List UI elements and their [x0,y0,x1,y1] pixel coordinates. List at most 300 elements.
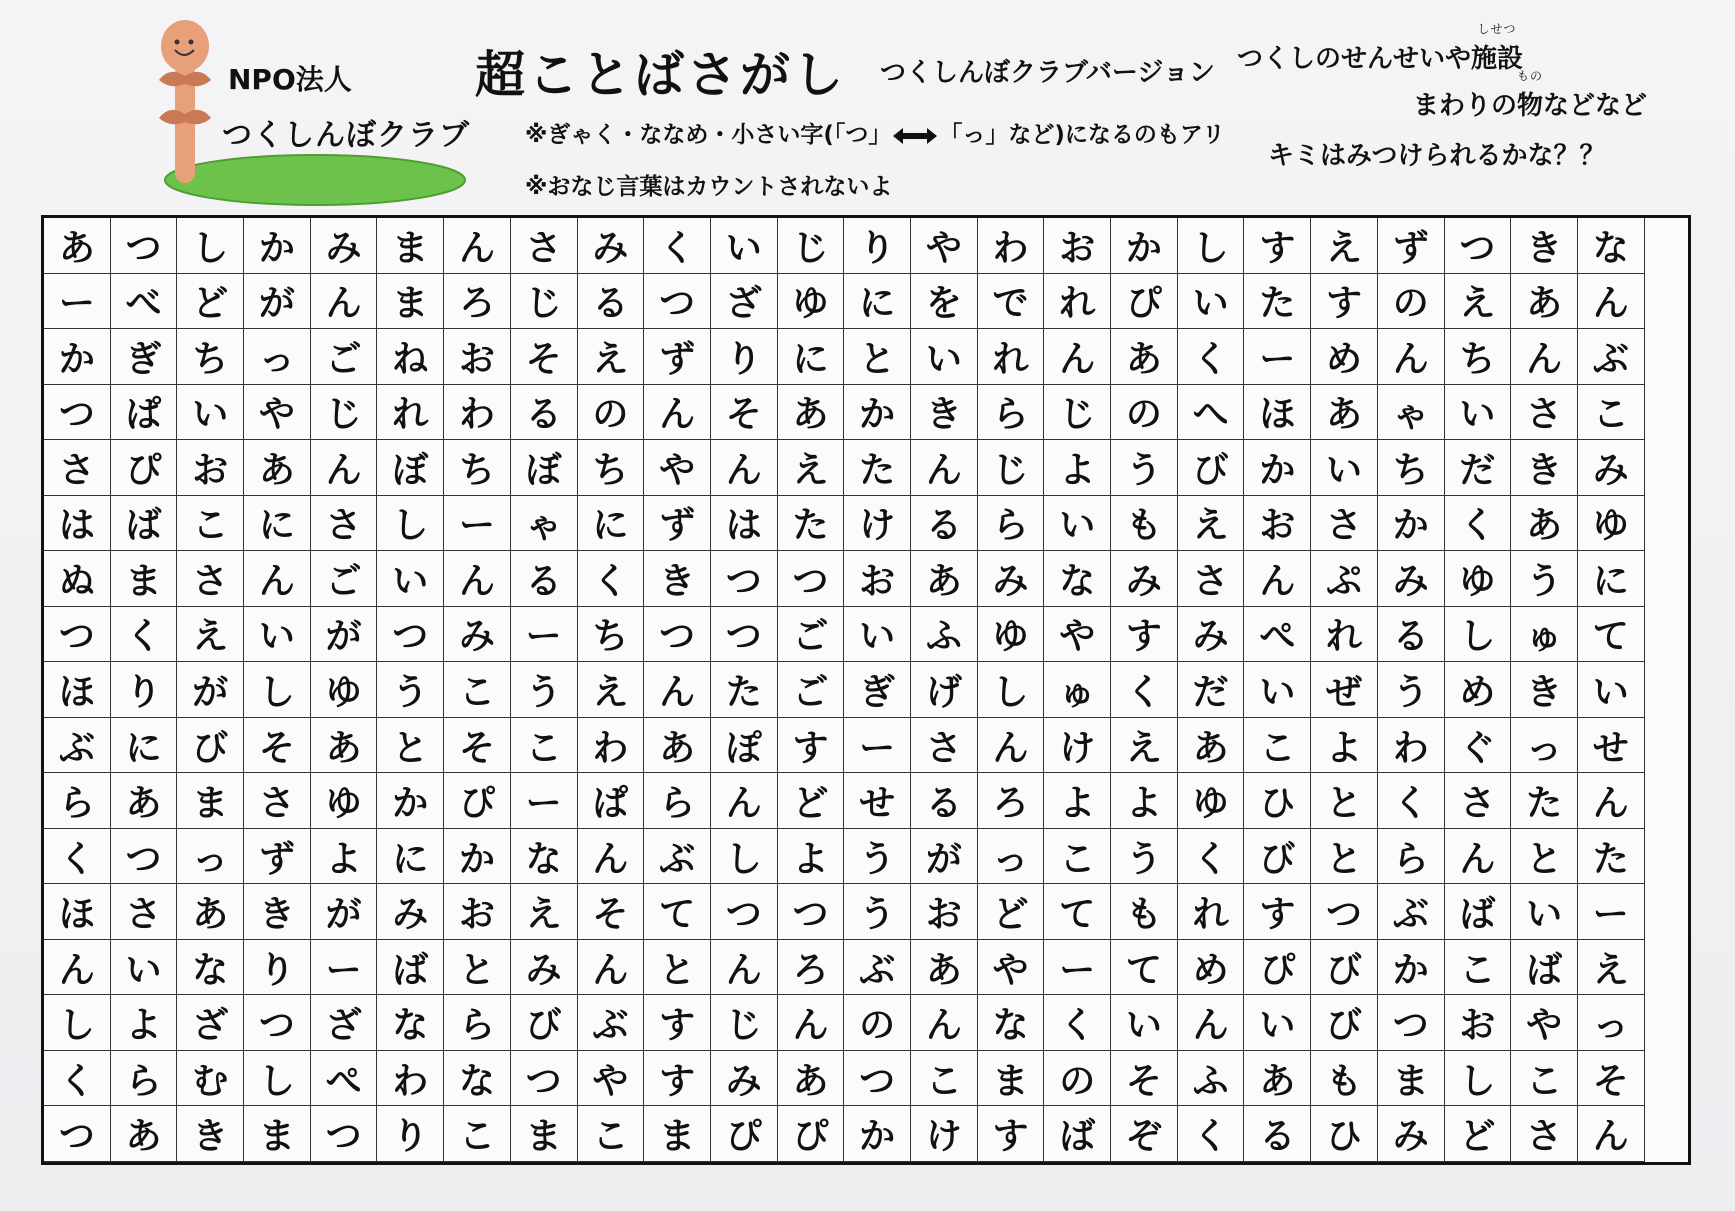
grid-cell[interactable]: さ [911,718,978,774]
grid-cell[interactable]: ん [711,773,778,829]
grid-cell[interactable]: と [1311,773,1378,829]
grid-cell[interactable]: な [1044,551,1111,607]
grid-cell[interactable]: う [1511,551,1578,607]
grid-cell[interactable]: わ [377,1051,444,1107]
grid-cell[interactable]: く [1178,329,1245,385]
grid-cell[interactable]: か [244,218,311,274]
grid-cell[interactable]: が [244,274,311,330]
grid-cell[interactable]: ん [644,662,711,718]
grid-cell[interactable]: ち [1378,440,1445,496]
grid-cell[interactable]: つ [778,551,845,607]
grid-cell[interactable]: ち [177,329,244,385]
grid-cell[interactable]: ゆ [311,662,378,718]
grid-cell[interactable]: い [711,218,778,274]
grid-cell[interactable]: る [911,496,978,552]
grid-cell[interactable]: な [444,1051,511,1107]
grid-cell[interactable]: み [1378,1106,1445,1162]
grid-cell[interactable]: ご [778,607,845,663]
grid-cell[interactable]: え [578,329,645,385]
grid-cell[interactable]: す [644,995,711,1051]
grid-cell[interactable]: じ [1044,385,1111,441]
grid-cell[interactable]: そ [511,329,578,385]
grid-cell[interactable]: し [244,662,311,718]
grid-cell[interactable]: ぴ [111,440,178,496]
grid-cell[interactable]: こ [1244,718,1311,774]
grid-cell[interactable]: く [1178,1106,1245,1162]
grid-cell[interactable]: ん [311,274,378,330]
grid-cell[interactable]: く [1044,995,1111,1051]
grid-cell[interactable]: み [1378,551,1445,607]
grid-cell[interactable]: く [644,218,711,274]
grid-cell[interactable]: は [711,496,778,552]
grid-cell[interactable]: ぜ [1311,662,1378,718]
grid-cell[interactable]: つ [111,218,178,274]
grid-cell[interactable]: ば [377,940,444,996]
grid-cell[interactable]: わ [444,385,511,441]
grid-cell[interactable]: ふ [911,607,978,663]
grid-cell[interactable]: ゆ [1178,773,1245,829]
grid-cell[interactable]: ん [1578,773,1645,829]
grid-cell[interactable]: ざ [311,995,378,1051]
grid-cell[interactable]: ん [711,440,778,496]
grid-cell[interactable]: じ [311,385,378,441]
grid-cell[interactable]: た [711,662,778,718]
grid-cell[interactable]: ん [1244,551,1311,607]
grid-cell[interactable]: や [644,440,711,496]
grid-cell[interactable]: く [1378,773,1445,829]
grid-cell[interactable]: ば [1445,884,1512,940]
grid-cell[interactable]: み [444,607,511,663]
grid-cell[interactable]: ま [978,1051,1045,1107]
grid-cell[interactable]: さ [1445,773,1512,829]
grid-cell[interactable]: ひ [1244,773,1311,829]
grid-cell[interactable]: か [1378,940,1445,996]
grid-cell[interactable]: の [844,995,911,1051]
grid-cell[interactable]: ぎ [844,662,911,718]
grid-cell[interactable]: こ [444,1106,511,1162]
grid-cell[interactable]: ゆ [978,607,1045,663]
grid-cell[interactable]: い [1311,440,1378,496]
grid-cell[interactable]: が [911,829,978,885]
grid-cell[interactable]: っ [1511,718,1578,774]
grid-cell[interactable]: い [911,329,978,385]
grid-cell[interactable]: ば [111,496,178,552]
grid-cell[interactable]: い [1578,662,1645,718]
grid-cell[interactable]: こ [177,496,244,552]
grid-cell[interactable]: ん [978,718,1045,774]
grid-cell[interactable]: な [511,829,578,885]
grid-cell[interactable]: し [1178,218,1245,274]
grid-cell[interactable]: さ [1511,385,1578,441]
grid-cell[interactable]: ぞ [1111,1106,1178,1162]
grid-cell[interactable]: ら [444,995,511,1051]
grid-cell[interactable]: さ [177,551,244,607]
grid-cell[interactable]: て [644,884,711,940]
grid-cell[interactable]: つ [311,1106,378,1162]
grid-cell[interactable]: や [244,385,311,441]
grid-cell[interactable]: ど [778,773,845,829]
grid-cell[interactable]: ざ [177,995,244,1051]
grid-cell[interactable]: と [644,940,711,996]
grid-cell[interactable]: じ [778,218,845,274]
grid-cell[interactable]: し [1445,1051,1512,1107]
grid-cell[interactable]: い [1044,496,1111,552]
grid-cell[interactable]: し [44,995,111,1051]
grid-cell[interactable]: き [644,551,711,607]
grid-cell[interactable]: け [844,496,911,552]
grid-cell[interactable]: よ [1111,773,1178,829]
grid-cell[interactable]: に [244,496,311,552]
grid-cell[interactable]: も [1311,1051,1378,1107]
grid-cell[interactable]: る [578,274,645,330]
grid-cell[interactable]: こ [911,1051,978,1107]
grid-cell[interactable]: み [511,940,578,996]
grid-cell[interactable]: つ [44,607,111,663]
grid-cell[interactable]: ろ [444,274,511,330]
grid-cell[interactable]: い [1178,274,1245,330]
grid-cell[interactable]: や [911,218,978,274]
grid-cell[interactable]: れ [1311,607,1378,663]
grid-cell[interactable]: ん [578,940,645,996]
grid-cell[interactable]: れ [1044,274,1111,330]
grid-cell[interactable]: き [177,1106,244,1162]
grid-cell[interactable]: あ [111,773,178,829]
grid-cell[interactable]: う [1378,662,1445,718]
grid-cell[interactable]: す [978,1106,1045,1162]
grid-cell[interactable]: あ [177,884,244,940]
grid-cell[interactable]: ぷ [1311,551,1378,607]
grid-cell[interactable]: ば [1044,1106,1111,1162]
grid-cell[interactable]: さ [311,496,378,552]
grid-cell[interactable]: あ [1311,385,1378,441]
grid-cell[interactable]: に [778,329,845,385]
grid-cell[interactable]: え [1111,718,1178,774]
grid-cell[interactable]: か [1378,496,1445,552]
grid-cell[interactable]: そ [444,718,511,774]
grid-cell[interactable]: つ [244,995,311,1051]
grid-cell[interactable]: あ [1244,1051,1311,1107]
grid-cell[interactable]: く [578,551,645,607]
grid-cell[interactable]: て [1111,940,1178,996]
grid-cell[interactable]: り [244,940,311,996]
grid-cell[interactable]: な [377,995,444,1051]
grid-cell[interactable]: ゃ [511,496,578,552]
grid-cell[interactable]: ら [978,496,1045,552]
grid-cell[interactable]: あ [644,718,711,774]
grid-cell[interactable]: き [1511,440,1578,496]
grid-cell[interactable]: じ [511,274,578,330]
grid-cell[interactable]: な [978,995,1045,1051]
grid-cell[interactable]: ら [1378,829,1445,885]
grid-cell[interactable]: ら [111,1051,178,1107]
grid-cell[interactable]: お [177,440,244,496]
grid-cell[interactable]: ず [644,329,711,385]
grid-cell[interactable]: こ [1511,1051,1578,1107]
grid-cell[interactable]: ー [1244,329,1311,385]
grid-cell[interactable]: ぼ [511,440,578,496]
grid-cell[interactable]: る [511,385,578,441]
grid-cell[interactable]: い [1445,385,1512,441]
grid-cell[interactable]: め [1311,329,1378,385]
grid-cell[interactable]: ゃ [1378,385,1445,441]
grid-cell[interactable]: ん [911,995,978,1051]
grid-cell[interactable]: あ [778,385,845,441]
grid-cell[interactable]: い [177,385,244,441]
grid-cell[interactable]: め [1445,662,1512,718]
grid-cell[interactable]: び [177,718,244,774]
grid-cell[interactable]: も [1111,496,1178,552]
grid-cell[interactable]: ま [377,218,444,274]
grid-cell[interactable]: そ [711,385,778,441]
grid-cell[interactable]: ー [311,940,378,996]
grid-cell[interactable]: み [978,551,1045,607]
grid-cell[interactable]: ま [644,1106,711,1162]
grid-cell[interactable]: さ [1511,1106,1578,1162]
grid-cell[interactable]: が [311,884,378,940]
grid-cell[interactable]: っ [244,329,311,385]
grid-cell[interactable]: す [1311,274,1378,330]
grid-cell[interactable]: ぶ [44,718,111,774]
grid-cell[interactable]: ー [844,718,911,774]
grid-cell[interactable]: さ [111,884,178,940]
grid-cell[interactable]: あ [778,1051,845,1107]
grid-cell[interactable]: ほ [44,662,111,718]
grid-cell[interactable]: た [1244,274,1311,330]
grid-cell[interactable]: ん [244,551,311,607]
grid-cell[interactable]: え [1445,274,1512,330]
grid-cell[interactable]: ん [644,385,711,441]
grid-cell[interactable]: び [1311,995,1378,1051]
grid-cell[interactable]: こ [1445,940,1512,996]
grid-cell[interactable]: す [1244,884,1311,940]
grid-cell[interactable]: き [244,884,311,940]
grid-cell[interactable]: ん [311,440,378,496]
grid-cell[interactable]: い [1244,995,1311,1051]
grid-cell[interactable]: ち [444,440,511,496]
grid-cell[interactable]: ん [578,829,645,885]
grid-cell[interactable]: う [844,884,911,940]
grid-cell[interactable]: び [1311,940,1378,996]
grid-cell[interactable]: み [377,884,444,940]
grid-cell[interactable]: つ [377,607,444,663]
grid-cell[interactable]: ー [511,773,578,829]
grid-cell[interactable]: た [1511,773,1578,829]
grid-cell[interactable]: ぐ [1445,718,1512,774]
grid-cell[interactable]: ず [644,496,711,552]
grid-cell[interactable]: ん [1378,329,1445,385]
grid-cell[interactable]: せ [1578,718,1645,774]
grid-cell[interactable]: わ [1378,718,1445,774]
grid-cell[interactable]: あ [911,551,978,607]
grid-cell[interactable]: わ [978,218,1045,274]
grid-cell[interactable]: ぱ [111,385,178,441]
grid-cell[interactable]: お [1044,218,1111,274]
grid-cell[interactable]: み [1178,607,1245,663]
grid-cell[interactable]: じ [711,995,778,1051]
grid-cell[interactable]: ー [511,607,578,663]
grid-cell[interactable]: み [711,1051,778,1107]
grid-cell[interactable]: あ [44,218,111,274]
grid-cell[interactable]: き [1511,218,1578,274]
grid-cell[interactable]: ち [578,607,645,663]
grid-cell[interactable]: そ [578,884,645,940]
grid-cell[interactable]: す [1111,607,1178,663]
grid-cell[interactable]: お [911,884,978,940]
grid-cell[interactable]: わ [578,718,645,774]
grid-cell[interactable]: あ [1111,329,1178,385]
grid-cell[interactable]: え [177,607,244,663]
grid-cell[interactable]: な [1578,218,1645,274]
grid-cell[interactable]: ぴ [1244,940,1311,996]
grid-cell[interactable]: よ [311,829,378,885]
grid-cell[interactable]: い [1244,662,1311,718]
grid-cell[interactable]: の [1044,1051,1111,1107]
grid-cell[interactable]: や [978,940,1045,996]
grid-cell[interactable]: あ [911,940,978,996]
grid-cell[interactable]: い [1111,995,1178,1051]
grid-cell[interactable]: あ [1511,274,1578,330]
grid-cell[interactable]: し [177,218,244,274]
grid-cell[interactable]: を [911,274,978,330]
grid-cell[interactable]: ひ [1311,1106,1378,1162]
grid-cell[interactable]: じ [978,440,1045,496]
grid-cell[interactable]: ろ [778,940,845,996]
grid-cell[interactable]: か [44,329,111,385]
grid-cell[interactable]: さ [1311,496,1378,552]
grid-cell[interactable]: さ [511,218,578,274]
grid-cell[interactable]: か [844,385,911,441]
grid-cell[interactable]: か [444,829,511,885]
grid-cell[interactable]: ぶ [1578,329,1645,385]
grid-cell[interactable]: ぎ [111,329,178,385]
grid-cell[interactable]: ん [1511,329,1578,385]
grid-cell[interactable]: お [444,884,511,940]
grid-cell[interactable]: び [1178,440,1245,496]
grid-cell[interactable]: と [1311,829,1378,885]
grid-cell[interactable]: だ [1445,440,1512,496]
grid-cell[interactable]: ぶ [844,940,911,996]
grid-cell[interactable]: ん [444,551,511,607]
grid-cell[interactable]: の [1378,274,1445,330]
grid-cell[interactable]: ー [44,274,111,330]
grid-cell[interactable]: ご [778,662,845,718]
grid-cell[interactable]: に [578,496,645,552]
grid-cell[interactable]: よ [1044,773,1111,829]
grid-cell[interactable]: ず [1378,218,1445,274]
grid-cell[interactable]: び [511,995,578,1051]
grid-cell[interactable]: ま [244,1106,311,1162]
grid-cell[interactable]: そ [244,718,311,774]
grid-cell[interactable]: ど [177,274,244,330]
grid-cell[interactable]: は [44,496,111,552]
grid-cell[interactable]: て [1044,884,1111,940]
grid-cell[interactable]: ば [1511,940,1578,996]
grid-cell[interactable]: ざ [711,274,778,330]
grid-cell[interactable]: び [1244,829,1311,885]
grid-cell[interactable]: し [711,829,778,885]
grid-cell[interactable]: ら [44,773,111,829]
grid-cell[interactable]: お [444,329,511,385]
grid-cell[interactable]: し [978,662,1045,718]
grid-cell[interactable]: よ [778,829,845,885]
grid-cell[interactable]: ぴ [1111,274,1178,330]
grid-cell[interactable]: り [377,1106,444,1162]
grid-cell[interactable]: た [778,496,845,552]
grid-cell[interactable]: ん [1578,1106,1645,1162]
grid-cell[interactable]: に [1578,551,1645,607]
grid-cell[interactable]: と [844,329,911,385]
grid-cell[interactable]: ん [1044,329,1111,385]
grid-cell[interactable]: さ [244,773,311,829]
grid-cell[interactable]: ぶ [1378,884,1445,940]
grid-cell[interactable]: つ [644,607,711,663]
grid-cell[interactable]: つ [1445,218,1512,274]
grid-cell[interactable]: で [978,274,1045,330]
grid-cell[interactable]: っ [1578,995,1645,1051]
grid-cell[interactable]: き [1511,662,1578,718]
grid-cell[interactable]: ー [444,496,511,552]
grid-cell[interactable]: ど [978,884,1045,940]
grid-cell[interactable]: え [511,884,578,940]
grid-cell[interactable]: ぽ [711,718,778,774]
grid-cell[interactable]: ぺ [1244,607,1311,663]
grid-cell[interactable]: る [1378,607,1445,663]
grid-cell[interactable]: へ [1178,385,1245,441]
grid-cell[interactable]: す [644,1051,711,1107]
grid-cell[interactable]: ん [444,218,511,274]
grid-cell[interactable]: ん [1578,274,1645,330]
grid-cell[interactable]: た [1578,829,1645,885]
grid-cell[interactable]: え [1578,940,1645,996]
grid-cell[interactable]: ま [377,274,444,330]
grid-cell[interactable]: ゅ [1511,607,1578,663]
grid-cell[interactable]: ほ [44,884,111,940]
grid-cell[interactable]: よ [111,995,178,1051]
grid-cell[interactable]: み [311,218,378,274]
grid-cell[interactable]: ろ [978,773,1045,829]
grid-cell[interactable]: よ [1311,718,1378,774]
grid-cell[interactable]: い [1511,884,1578,940]
grid-cell[interactable]: ぺ [311,1051,378,1107]
grid-cell[interactable]: ぴ [711,1106,778,1162]
grid-cell[interactable]: み [1578,440,1645,496]
grid-cell[interactable]: え [578,662,645,718]
grid-cell[interactable]: そ [1578,1051,1645,1107]
grid-cell[interactable]: ぬ [44,551,111,607]
grid-cell[interactable]: そ [1111,1051,1178,1107]
grid-cell[interactable]: の [1111,385,1178,441]
grid-cell[interactable]: ぶ [578,995,645,1051]
grid-cell[interactable]: ゆ [1445,551,1512,607]
grid-cell[interactable]: ち [578,440,645,496]
grid-cell[interactable]: ー [1578,884,1645,940]
grid-cell[interactable]: ら [978,385,1045,441]
grid-cell[interactable]: ん [778,995,845,1051]
grid-cell[interactable]: げ [911,662,978,718]
grid-cell[interactable]: ち [1445,329,1512,385]
grid-cell[interactable]: り [711,329,778,385]
grid-cell[interactable]: っ [978,829,1045,885]
grid-cell[interactable]: つ [1378,995,1445,1051]
grid-cell[interactable]: い [377,551,444,607]
grid-cell[interactable]: だ [1178,662,1245,718]
grid-cell[interactable]: ゅ [1044,662,1111,718]
grid-cell[interactable]: る [911,773,978,829]
grid-cell[interactable]: ん [911,440,978,496]
grid-cell[interactable]: と [377,718,444,774]
grid-cell[interactable]: ま [1378,1051,1445,1107]
grid-cell[interactable]: り [111,662,178,718]
